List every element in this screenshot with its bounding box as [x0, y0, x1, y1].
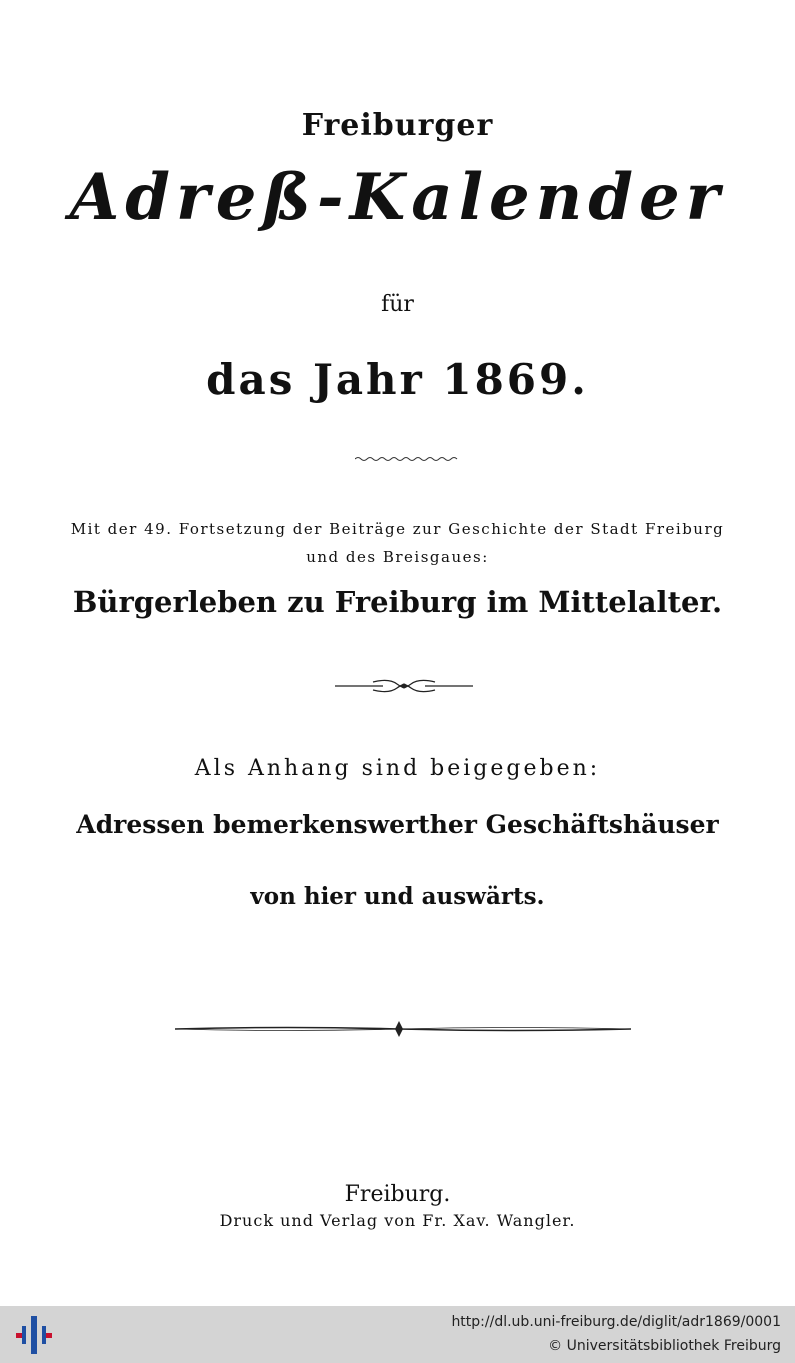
supplement-title: Bürgerleben zu Freiburg im Mittelalter. [72, 585, 723, 619]
squiggle-divider [355, 455, 461, 463]
supplement-line-1: Mit der 49. Fortsetzung der Beiträge zur Geschichte der Stadt Freiburg [70, 520, 725, 538]
heading-fuer: für [381, 292, 414, 317]
printer-line: Druck und Verlag von Fr. Xav. Wangler. [219, 1211, 576, 1230]
appendix-intro: Als Anhang sind beigegeben: [194, 756, 601, 781]
library-logo-icon[interactable] [14, 1316, 54, 1354]
appendix-title: Adressen bemerkenswerther Geschäftshäuser [76, 810, 719, 839]
copyright-text: © Universitätsbibliothek Freiburg [548, 1338, 781, 1354]
heading-freiburger: Freiburger [301, 108, 494, 143]
ornament-divider-long [173, 1018, 633, 1040]
supplement-line-2: und des Breisgaues: [306, 548, 489, 566]
permalink-url[interactable]: http://dl.ub.uni-freiburg.de/diglit/adr1869/0001 [451, 1314, 781, 1330]
main-title: Adreß-Kalender [69, 160, 726, 235]
footer-bar [0, 1306, 795, 1363]
heading-year: das Jahr 1869. [206, 355, 589, 404]
appendix-subtitle: von hier und auswärts. [250, 883, 545, 910]
publication-place: Freiburg. [344, 1182, 451, 1207]
ornament-divider-small [333, 676, 475, 696]
